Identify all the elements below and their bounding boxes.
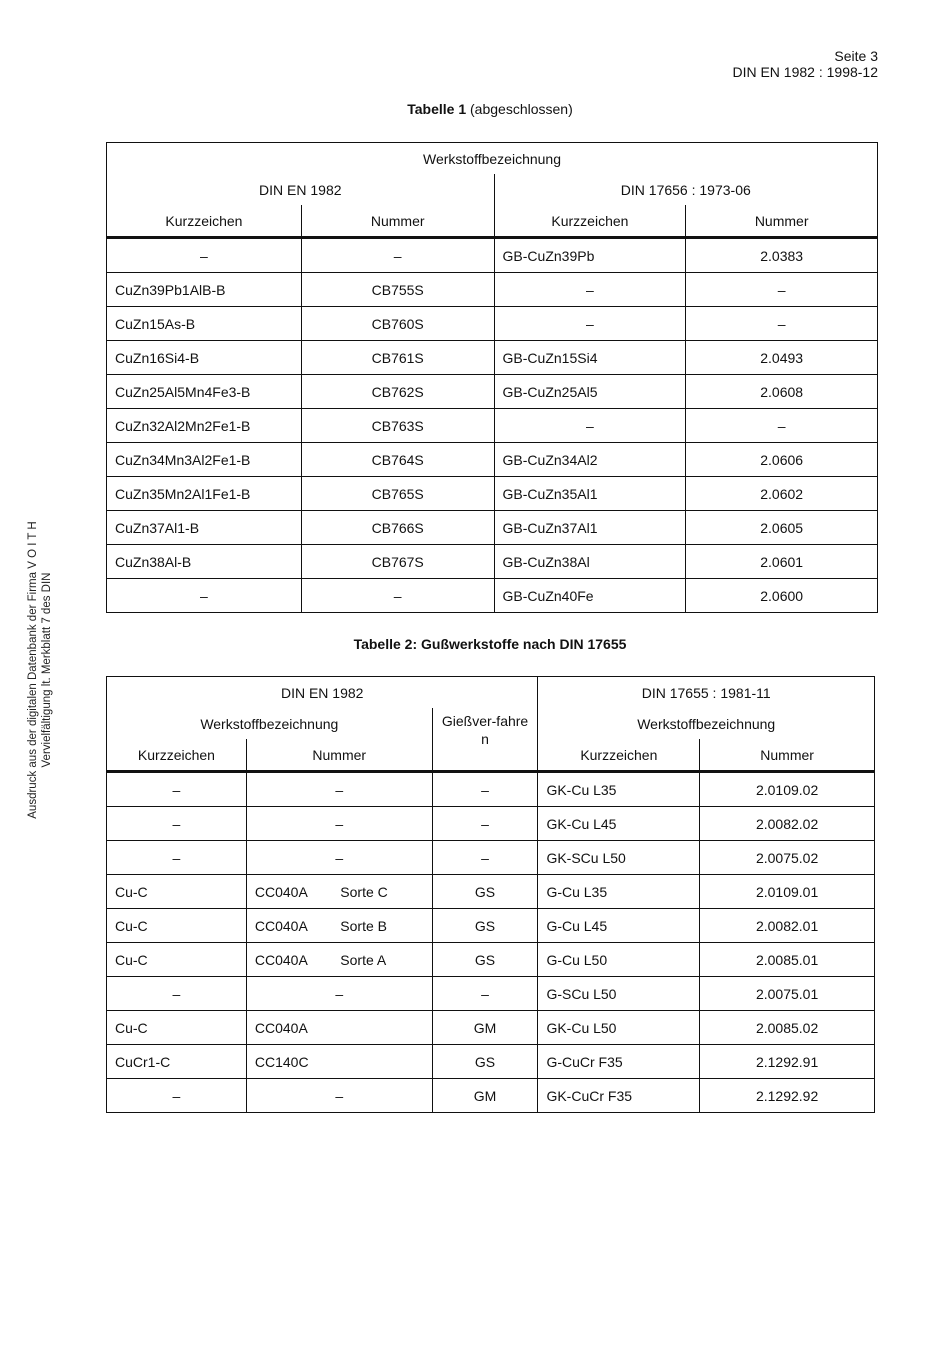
table-row <box>107 977 875 1011</box>
table-1 <box>106 142 878 613</box>
table-cell: 2.0601 <box>686 545 878 579</box>
table-cell: CB766S <box>301 511 494 545</box>
table-row <box>107 1079 875 1113</box>
document-id: DIN EN 1982 : 1998-12 <box>732 64 878 80</box>
table-cell: – <box>107 579 302 613</box>
table-cell: CuZn39Pb1AlB-B <box>107 273 302 307</box>
table-cell: CB767S <box>301 545 494 579</box>
table-cell: – <box>494 409 686 443</box>
table-cell: GB-CuZn25Al5 <box>494 375 686 409</box>
table-cell: 2.0602 <box>686 477 878 511</box>
table-row <box>107 375 878 409</box>
table-cell: CuZn37Al1-B <box>107 511 302 545</box>
table-cell: – <box>107 1079 247 1113</box>
table-row <box>107 341 878 375</box>
table-cell: – <box>107 841 247 875</box>
table-cell: CuZn35Mn2Al1Fe1-B <box>107 477 302 511</box>
table-cell: CuZn38Al-B <box>107 545 302 579</box>
table-cell: GM <box>432 1011 538 1045</box>
header-din-17655: DIN 17655 : 1981-11 <box>538 677 875 709</box>
table-cell: 2.0383 <box>686 238 878 273</box>
table-cell: 2.0606 <box>686 443 878 477</box>
table-cell: – <box>686 273 878 307</box>
table-cell: 2.0075.01 <box>700 977 875 1011</box>
table-cell: – <box>686 307 878 341</box>
col-header: Kurzzeichen <box>107 739 247 772</box>
table1-caption <box>0 101 950 117</box>
table-cell: 2.1292.91 <box>700 1045 875 1079</box>
table-cell: CuCr1-C <box>107 1045 247 1079</box>
table-cell: 2.0085.02 <box>700 1011 875 1045</box>
table-row <box>107 875 875 909</box>
table-cell: CB765S <box>301 477 494 511</box>
table-cell: Cu-C <box>107 909 247 943</box>
table-cell: GS <box>432 875 538 909</box>
table-cell: – <box>107 238 302 273</box>
table-cell: G-Cu L50 <box>538 943 700 977</box>
table-cell: – <box>301 238 494 273</box>
table-cell: 2.0109.01 <box>700 875 875 909</box>
header-werkstoff: Werkstoffbezeichnung <box>107 143 878 175</box>
table-row <box>107 807 875 841</box>
header-giessverfahren: Gießver-fahren <box>432 708 538 772</box>
table-cell: 2.0600 <box>686 579 878 613</box>
table-cell: Cu-C <box>107 875 247 909</box>
table-row <box>107 273 878 307</box>
table-cell: CuZn25Al5Mn4Fe3-B <box>107 375 302 409</box>
table-2 <box>106 676 875 1113</box>
table-cell: G-SCu L50 <box>538 977 700 1011</box>
table-row <box>107 909 875 943</box>
table-cell: GB-CuZn35Al1 <box>494 477 686 511</box>
table-cell: Sorte C <box>332 875 432 909</box>
table-cell: CuZn32Al2Mn2Fe1-B <box>107 409 302 443</box>
table-cell: – <box>107 807 247 841</box>
table-cell: G-CuCr F35 <box>538 1045 700 1079</box>
table-cell: 2.0082.01 <box>700 909 875 943</box>
table-cell: GS <box>432 943 538 977</box>
table-cell: CuZn16Si4-B <box>107 341 302 375</box>
table-cell: – <box>494 273 686 307</box>
table-row <box>107 307 878 341</box>
table-cell: GK-Cu L45 <box>538 807 700 841</box>
table-row <box>107 1045 875 1079</box>
header-din-en-1982: DIN EN 1982 <box>107 677 538 709</box>
table1-caption-rest: (abgeschlossen) <box>466 101 573 117</box>
table-cell: G-Cu L35 <box>538 875 700 909</box>
table-cell: Cu-C <box>107 1011 247 1045</box>
table-row <box>107 1011 875 1045</box>
table-cell: CB761S <box>301 341 494 375</box>
table-cell: – <box>432 772 538 807</box>
table-row <box>107 477 878 511</box>
table-row <box>107 841 875 875</box>
table-cell: – <box>107 772 247 807</box>
table-cell: GK-SCu L50 <box>538 841 700 875</box>
table-cell: CC040A <box>246 1011 432 1045</box>
table-row <box>107 409 878 443</box>
col-header: Nummer <box>686 205 878 238</box>
table-cell: CC140C <box>246 1045 432 1079</box>
table-cell: GB-CuZn15Si4 <box>494 341 686 375</box>
table-row <box>107 772 875 807</box>
header-werkstoff: Werkstoffbezeichnung <box>107 708 433 739</box>
table-cell: 2.0075.02 <box>700 841 875 875</box>
table-cell: CC040A <box>246 875 332 909</box>
table-cell: Sorte A <box>332 943 432 977</box>
table-cell: GS <box>432 909 538 943</box>
table-cell: CB760S <box>301 307 494 341</box>
table-cell: GK-Cu L50 <box>538 1011 700 1045</box>
table-cell: – <box>686 409 878 443</box>
table-cell: – <box>246 772 432 807</box>
table-cell: – <box>432 841 538 875</box>
table-cell: Sorte B <box>332 909 432 943</box>
table-cell: 2.1292.92 <box>700 1079 875 1113</box>
table-cell: CuZn34Mn3Al2Fe1-B <box>107 443 302 477</box>
table-cell: GB-CuZn38Al <box>494 545 686 579</box>
table-cell: 2.0109.02 <box>700 772 875 807</box>
table-cell: 2.0085.01 <box>700 943 875 977</box>
table-cell: CuZn15As-B <box>107 307 302 341</box>
table-row <box>107 579 878 613</box>
table-row <box>107 545 878 579</box>
col-header: Kurzzeichen <box>538 739 700 772</box>
table-cell: CC040A <box>246 909 332 943</box>
table-cell: – <box>494 307 686 341</box>
table-cell: – <box>301 579 494 613</box>
table-cell: GB-CuZn39Pb <box>494 238 686 273</box>
table-cell: – <box>246 841 432 875</box>
table-cell: – <box>107 977 247 1011</box>
col-header: Kurzzeichen <box>494 205 686 238</box>
table-cell: Cu-C <box>107 943 247 977</box>
header-din-en-1982: DIN EN 1982 <box>107 174 495 205</box>
table-cell: CB762S <box>301 375 494 409</box>
table-cell: CC040A <box>246 943 332 977</box>
watermark-sidebar <box>26 510 54 830</box>
table-cell: – <box>246 977 432 1011</box>
table2-caption: Tabelle 2: Gußwerkstoffe nach DIN 17655 <box>353 636 627 652</box>
table-cell: GB-CuZn37Al1 <box>494 511 686 545</box>
table-cell: – <box>246 1079 432 1113</box>
table-cell: – <box>432 807 538 841</box>
table-cell: GK-Cu L35 <box>538 772 700 807</box>
table-cell: GM <box>432 1079 538 1113</box>
page-number: Seite 3 <box>834 48 878 64</box>
col-header: Nummer <box>700 739 875 772</box>
table-cell: – <box>432 977 538 1011</box>
sidebar-line-1: Ausdruck aus der digitalen Datenbank der Firma V O I T H <box>27 521 39 819</box>
table-cell: 2.0605 <box>686 511 878 545</box>
table-cell: GB-CuZn34Al2 <box>494 443 686 477</box>
header-werkstoff: Werkstoffbezeichnung <box>538 708 875 739</box>
table-cell: GB-CuZn40Fe <box>494 579 686 613</box>
table-cell: 2.0608 <box>686 375 878 409</box>
table-cell: – <box>246 807 432 841</box>
table-cell: CB764S <box>301 443 494 477</box>
table-cell: GS <box>432 1045 538 1079</box>
table-cell: GK-CuCr F35 <box>538 1079 700 1113</box>
col-header: Nummer <box>301 205 494 238</box>
sidebar-line-2: Vervielfältigung lt. Merkblatt 7 des DIN <box>41 572 53 768</box>
col-header: Nummer <box>246 739 432 772</box>
header-din-17656: DIN 17656 : 1973-06 <box>494 174 877 205</box>
table-cell: 2.0082.02 <box>700 807 875 841</box>
table-cell: CB763S <box>301 409 494 443</box>
table-row <box>107 511 878 545</box>
col-header: Kurzzeichen <box>107 205 302 238</box>
table-row <box>107 238 878 273</box>
table-cell: CB755S <box>301 273 494 307</box>
table-row <box>107 443 878 477</box>
table-cell: G-Cu L45 <box>538 909 700 943</box>
table-row <box>107 943 875 977</box>
table-cell: 2.0493 <box>686 341 878 375</box>
table1-caption-bold: Tabelle 1 <box>407 101 467 117</box>
